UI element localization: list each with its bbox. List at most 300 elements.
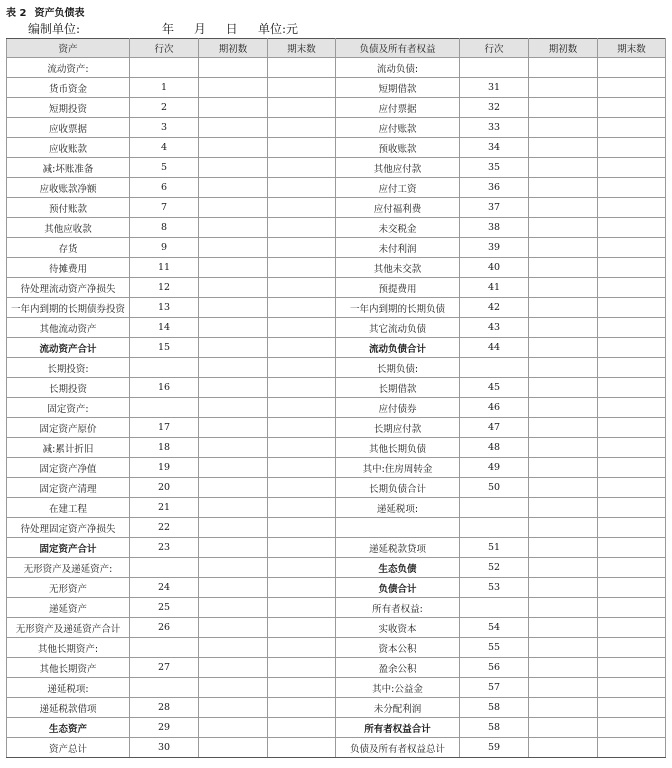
asset-item-label: 减:坏账准备 <box>7 158 130 178</box>
liability-closing-balance-cell <box>598 278 666 298</box>
liability-item-label: 长期应付款 <box>336 418 460 438</box>
header-line-no: 行次 <box>130 39 199 58</box>
asset-closing-balance-cell <box>268 578 336 598</box>
liability-item-label: 未分配利润 <box>336 698 460 718</box>
liability-closing-balance-cell <box>598 198 666 218</box>
liability-line-number: 35 <box>460 158 529 178</box>
table-row <box>7 198 666 218</box>
liability-opening-balance-cell <box>529 318 598 338</box>
table-row <box>7 558 666 578</box>
header-assets: 资产 <box>7 39 130 58</box>
liability-line-number: 58 <box>460 718 529 738</box>
asset-opening-balance-cell <box>199 418 268 438</box>
asset-opening-balance-cell <box>199 638 268 658</box>
liability-item-label: 生态负债 <box>336 558 460 578</box>
liability-item-label: 应付福利费 <box>336 198 460 218</box>
asset-opening-balance-cell <box>199 118 268 138</box>
liability-opening-balance-cell <box>529 258 598 278</box>
table-row <box>7 298 666 318</box>
asset-item-label: 长期投资 <box>7 378 130 398</box>
liability-closing-balance-cell <box>598 678 666 698</box>
table-row <box>7 98 666 118</box>
asset-item-label: 其他流动资产 <box>7 318 130 338</box>
asset-opening-balance-cell <box>199 178 268 198</box>
asset-line-number: 9 <box>130 238 199 258</box>
asset-item-label: 存货 <box>7 238 130 258</box>
asset-opening-balance-cell <box>199 578 268 598</box>
liability-item-label: 未交税金 <box>336 218 460 238</box>
liability-line-number: 39 <box>460 238 529 258</box>
asset-opening-balance-cell <box>199 598 268 618</box>
asset-item-label: 流动资产: <box>7 58 130 78</box>
liability-item-label: 盈余公积 <box>336 658 460 678</box>
liability-closing-balance-cell <box>598 58 666 78</box>
asset-item-label: 货币资金 <box>7 78 130 98</box>
liability-closing-balance-cell <box>598 498 666 518</box>
liability-line-number: 48 <box>460 438 529 458</box>
liability-line-number: 36 <box>460 178 529 198</box>
liability-line-number: 47 <box>460 418 529 438</box>
liability-opening-balance-cell <box>529 658 598 678</box>
asset-opening-balance-cell <box>199 478 268 498</box>
asset-opening-balance-cell <box>199 278 268 298</box>
liability-line-number <box>460 598 529 618</box>
asset-closing-balance-cell <box>268 558 336 578</box>
liability-item-label: 流动负债合计 <box>336 338 460 358</box>
asset-closing-balance-cell <box>268 98 336 118</box>
asset-item-label: 生态资产 <box>7 718 130 738</box>
table-row <box>7 658 666 678</box>
liability-opening-balance-cell <box>529 338 598 358</box>
asset-closing-balance-cell <box>268 738 336 758</box>
liability-opening-balance-cell <box>529 358 598 378</box>
asset-closing-balance-cell <box>268 158 336 178</box>
asset-opening-balance-cell <box>199 458 268 478</box>
liability-opening-balance-cell <box>529 698 598 718</box>
table-row <box>7 518 666 538</box>
header-opening-balance: 期初数 <box>199 39 268 58</box>
liability-item-label <box>336 518 460 538</box>
table-row <box>7 638 666 658</box>
liability-item-label: 递延税项: <box>336 498 460 518</box>
asset-line-number <box>130 558 199 578</box>
liability-line-number: 42 <box>460 298 529 318</box>
asset-opening-balance-cell <box>199 438 268 458</box>
liability-item-label: 所有者权益: <box>336 598 460 618</box>
liability-opening-balance-cell <box>529 278 598 298</box>
liability-closing-balance-cell <box>598 98 666 118</box>
liability-closing-balance-cell <box>598 618 666 638</box>
asset-opening-balance-cell <box>199 558 268 578</box>
asset-line-number: 8 <box>130 218 199 238</box>
table-row <box>7 458 666 478</box>
liability-opening-balance-cell <box>529 158 598 178</box>
asset-opening-balance-cell <box>199 518 268 538</box>
table-header-row <box>7 39 666 58</box>
asset-item-label: 其他应收款 <box>7 218 130 238</box>
table-row <box>7 538 666 558</box>
table-row <box>7 718 666 738</box>
liability-item-label: 其中:公益金 <box>336 678 460 698</box>
liability-closing-balance-cell <box>598 178 666 198</box>
asset-closing-balance-cell <box>268 518 336 538</box>
liability-line-number: 31 <box>460 78 529 98</box>
liability-closing-balance-cell <box>598 358 666 378</box>
liability-item-label: 短期借款 <box>336 78 460 98</box>
liability-opening-balance-cell <box>529 118 598 138</box>
header-line-no: 行次 <box>460 39 529 58</box>
asset-item-label: 固定资产: <box>7 398 130 418</box>
asset-opening-balance-cell <box>199 78 268 98</box>
asset-line-number: 17 <box>130 418 199 438</box>
header-opening-balance: 期初数 <box>529 39 598 58</box>
liability-item-label: 其他长期负债 <box>336 438 460 458</box>
table-caption <box>6 4 92 19</box>
asset-item-label: 递延税款借项 <box>7 698 130 718</box>
table-row <box>7 158 666 178</box>
asset-item-label: 应收账款净额 <box>7 178 130 198</box>
liability-closing-balance-cell <box>598 418 666 438</box>
liability-item-label: 应付账款 <box>336 118 460 138</box>
liability-line-number: 37 <box>460 198 529 218</box>
asset-item-label: 在建工程 <box>7 498 130 518</box>
asset-line-number: 11 <box>130 258 199 278</box>
liability-closing-balance-cell <box>598 398 666 418</box>
liability-item-label: 未付利润 <box>336 238 460 258</box>
liability-line-number: 34 <box>460 138 529 158</box>
liability-item-label: 流动负债: <box>336 58 460 78</box>
asset-line-number: 16 <box>130 378 199 398</box>
asset-line-number <box>130 358 199 378</box>
asset-opening-balance-cell <box>199 398 268 418</box>
liability-closing-balance-cell <box>598 258 666 278</box>
asset-opening-balance-cell <box>199 538 268 558</box>
asset-item-label: 待处理流动资产净损失 <box>7 278 130 298</box>
liability-closing-balance-cell <box>598 518 666 538</box>
liability-closing-balance-cell <box>598 738 666 758</box>
liability-line-number: 38 <box>460 218 529 238</box>
asset-opening-balance-cell <box>199 498 268 518</box>
table-row <box>7 618 666 638</box>
currency-unit-label: 单位:元 <box>258 22 299 36</box>
asset-closing-balance-cell <box>268 438 336 458</box>
asset-item-label: 无形资产及递延资产: <box>7 558 130 578</box>
asset-closing-balance-cell <box>268 318 336 338</box>
liability-closing-balance-cell <box>598 378 666 398</box>
table-row <box>7 498 666 518</box>
liability-closing-balance-cell <box>598 78 666 98</box>
asset-line-number: 29 <box>130 718 199 738</box>
asset-closing-balance-cell <box>268 58 336 78</box>
liability-item-label: 长期负债: <box>336 358 460 378</box>
asset-closing-balance-cell <box>268 598 336 618</box>
liability-opening-balance-cell <box>529 518 598 538</box>
liability-line-number: 55 <box>460 638 529 658</box>
table-row <box>7 418 666 438</box>
asset-item-label: 递延资产 <box>7 598 130 618</box>
asset-opening-balance-cell <box>199 718 268 738</box>
asset-opening-balance-cell <box>199 338 268 358</box>
liability-opening-balance-cell <box>529 598 598 618</box>
asset-closing-balance-cell <box>268 678 336 698</box>
liability-line-number: 52 <box>460 558 529 578</box>
liability-closing-balance-cell <box>598 138 666 158</box>
asset-item-label: 固定资产净值 <box>7 458 130 478</box>
liability-line-number: 41 <box>460 278 529 298</box>
header-liabilities-equity: 负债及所有者权益 <box>336 39 460 58</box>
table-row <box>7 438 666 458</box>
asset-closing-balance-cell <box>268 278 336 298</box>
table-row <box>7 738 666 758</box>
liability-line-number: 58 <box>460 698 529 718</box>
table-row <box>7 598 666 618</box>
asset-line-number: 23 <box>130 538 199 558</box>
liability-line-number: 57 <box>460 678 529 698</box>
asset-opening-balance-cell <box>199 378 268 398</box>
liability-line-number: 43 <box>460 318 529 338</box>
report-date-label: 年 月 日 <box>162 22 239 36</box>
asset-closing-balance-cell <box>268 658 336 678</box>
liability-line-number: 46 <box>460 398 529 418</box>
asset-line-number: 27 <box>130 658 199 678</box>
table-row <box>7 398 666 418</box>
asset-line-number <box>130 58 199 78</box>
liability-line-number: 50 <box>460 478 529 498</box>
liability-opening-balance-cell <box>529 458 598 478</box>
table-row <box>7 58 666 78</box>
asset-closing-balance-cell <box>268 698 336 718</box>
asset-closing-balance-cell <box>268 138 336 158</box>
liability-opening-balance-cell <box>529 498 598 518</box>
asset-closing-balance-cell <box>268 298 336 318</box>
asset-closing-balance-cell <box>268 178 336 198</box>
asset-line-number: 3 <box>130 118 199 138</box>
liability-closing-balance-cell <box>598 698 666 718</box>
liability-opening-balance-cell <box>529 138 598 158</box>
asset-closing-balance-cell <box>268 78 336 98</box>
asset-line-number: 30 <box>130 738 199 758</box>
liability-item-label: 预收账款 <box>336 138 460 158</box>
liability-opening-balance-cell <box>529 298 598 318</box>
liability-item-label: 其他未交款 <box>336 258 460 278</box>
asset-opening-balance-cell <box>199 658 268 678</box>
table-body <box>7 58 666 758</box>
header-closing-balance: 期末数 <box>268 39 336 58</box>
asset-opening-balance-cell <box>199 198 268 218</box>
liability-opening-balance-cell <box>529 738 598 758</box>
asset-line-number: 22 <box>130 518 199 538</box>
liability-opening-balance-cell <box>529 578 598 598</box>
liability-line-number: 45 <box>460 378 529 398</box>
asset-line-number: 1 <box>130 78 199 98</box>
liability-closing-balance-cell <box>598 118 666 138</box>
asset-closing-balance-cell <box>268 718 336 738</box>
asset-line-number <box>130 398 199 418</box>
liability-line-number <box>460 358 529 378</box>
liability-opening-balance-cell <box>529 238 598 258</box>
asset-closing-balance-cell <box>268 118 336 138</box>
liability-item-label: 应付工资 <box>336 178 460 198</box>
asset-closing-balance-cell <box>268 378 336 398</box>
liability-closing-balance-cell <box>598 158 666 178</box>
asset-closing-balance-cell <box>268 418 336 438</box>
liability-opening-balance-cell <box>529 618 598 638</box>
liability-opening-balance-cell <box>529 78 598 98</box>
asset-item-label: 减:累计折旧 <box>7 438 130 458</box>
asset-line-number <box>130 678 199 698</box>
table-row <box>7 578 666 598</box>
asset-opening-balance-cell <box>199 318 268 338</box>
asset-opening-balance-cell <box>199 58 268 78</box>
table-row <box>7 678 666 698</box>
table-row <box>7 118 666 138</box>
liability-opening-balance-cell <box>529 218 598 238</box>
liability-item-label: 其中:住房周转金 <box>336 458 460 478</box>
liability-closing-balance-cell <box>598 478 666 498</box>
liability-opening-balance-cell <box>529 178 598 198</box>
liability-opening-balance-cell <box>529 678 598 698</box>
asset-item-label: 无形资产及递延资产合计 <box>7 618 130 638</box>
liability-item-label: 一年内到期的长期负债 <box>336 298 460 318</box>
asset-item-label: 其他长期资产 <box>7 658 130 678</box>
liability-closing-balance-cell <box>598 558 666 578</box>
liability-line-number <box>460 498 529 518</box>
asset-opening-balance-cell <box>199 698 268 718</box>
asset-line-number: 7 <box>130 198 199 218</box>
asset-line-number: 15 <box>130 338 199 358</box>
liability-closing-balance-cell <box>598 598 666 618</box>
table-row <box>7 358 666 378</box>
asset-opening-balance-cell <box>199 618 268 638</box>
table-row <box>7 278 666 298</box>
liability-item-label: 实收资本 <box>336 618 460 638</box>
asset-line-number: 18 <box>130 438 199 458</box>
asset-line-number: 13 <box>130 298 199 318</box>
table-row <box>7 338 666 358</box>
asset-opening-balance-cell <box>199 138 268 158</box>
table-row <box>7 178 666 198</box>
asset-item-label: 固定资产清理 <box>7 478 130 498</box>
asset-opening-balance-cell <box>199 298 268 318</box>
asset-line-number: 20 <box>130 478 199 498</box>
asset-line-number: 19 <box>130 458 199 478</box>
asset-line-number: 6 <box>130 178 199 198</box>
asset-opening-balance-cell <box>199 238 268 258</box>
liability-line-number: 59 <box>460 738 529 758</box>
liability-line-number <box>460 58 529 78</box>
liability-line-number <box>460 518 529 538</box>
liability-line-number: 54 <box>460 618 529 638</box>
table-title: 资产负债表 <box>34 8 85 19</box>
liability-item-label: 其它流动负债 <box>336 318 460 338</box>
liability-closing-balance-cell <box>598 218 666 238</box>
report-meta <box>28 20 648 36</box>
liability-closing-balance-cell <box>598 658 666 678</box>
asset-item-label: 固定资产原价 <box>7 418 130 438</box>
asset-line-number: 12 <box>130 278 199 298</box>
liability-item-label: 资本公积 <box>336 638 460 658</box>
asset-item-label: 待摊费用 <box>7 258 130 278</box>
asset-line-number: 5 <box>130 158 199 178</box>
table-row <box>7 478 666 498</box>
asset-opening-balance-cell <box>199 358 268 378</box>
header-closing-balance: 期末数 <box>598 39 666 58</box>
liability-opening-balance-cell <box>529 538 598 558</box>
liability-item-label: 应付票据 <box>336 98 460 118</box>
liability-item-label: 长期负债合计 <box>336 478 460 498</box>
asset-closing-balance-cell <box>268 338 336 358</box>
asset-opening-balance-cell <box>199 98 268 118</box>
liability-opening-balance-cell <box>529 198 598 218</box>
table-row <box>7 78 666 98</box>
asset-closing-balance-cell <box>268 218 336 238</box>
liability-item-label: 应付债券 <box>336 398 460 418</box>
asset-closing-balance-cell <box>268 638 336 658</box>
liability-opening-balance-cell <box>529 58 598 78</box>
asset-item-label: 递延税项: <box>7 678 130 698</box>
asset-item-label: 应收账款 <box>7 138 130 158</box>
liability-line-number: 44 <box>460 338 529 358</box>
liability-opening-balance-cell <box>529 98 598 118</box>
liability-line-number: 49 <box>460 458 529 478</box>
liability-closing-balance-cell <box>598 538 666 558</box>
liability-line-number: 40 <box>460 258 529 278</box>
table-row <box>7 218 666 238</box>
asset-closing-balance-cell <box>268 198 336 218</box>
liability-opening-balance-cell <box>529 558 598 578</box>
table-row <box>7 238 666 258</box>
liability-item-label: 其他应付款 <box>336 158 460 178</box>
asset-line-number: 26 <box>130 618 199 638</box>
asset-opening-balance-cell <box>199 158 268 178</box>
asset-item-label: 预付账款 <box>7 198 130 218</box>
liability-opening-balance-cell <box>529 718 598 738</box>
balance-sheet-table <box>6 38 666 758</box>
liability-item-label: 预提费用 <box>336 278 460 298</box>
liability-item-label: 负债及所有者权益总计 <box>336 738 460 758</box>
asset-closing-balance-cell <box>268 398 336 418</box>
liability-opening-balance-cell <box>529 378 598 398</box>
asset-item-label: 长期投资: <box>7 358 130 378</box>
asset-line-number: 21 <box>130 498 199 518</box>
liability-closing-balance-cell <box>598 458 666 478</box>
liability-opening-balance-cell <box>529 438 598 458</box>
asset-item-label: 短期投资 <box>7 98 130 118</box>
liability-item-label: 负债合计 <box>336 578 460 598</box>
liability-line-number: 53 <box>460 578 529 598</box>
liability-closing-balance-cell <box>598 298 666 318</box>
asset-closing-balance-cell <box>268 358 336 378</box>
asset-line-number: 28 <box>130 698 199 718</box>
asset-item-label: 资产总计 <box>7 738 130 758</box>
liability-opening-balance-cell <box>529 398 598 418</box>
asset-opening-balance-cell <box>199 738 268 758</box>
asset-closing-balance-cell <box>268 538 336 558</box>
asset-opening-balance-cell <box>199 678 268 698</box>
liability-closing-balance-cell <box>598 578 666 598</box>
asset-closing-balance-cell <box>268 478 336 498</box>
asset-item-label: 固定资产合计 <box>7 538 130 558</box>
asset-item-label: 应收票据 <box>7 118 130 138</box>
liability-item-label: 长期借款 <box>336 378 460 398</box>
asset-closing-balance-cell <box>268 238 336 258</box>
asset-line-number <box>130 638 199 658</box>
liability-line-number: 33 <box>460 118 529 138</box>
asset-opening-balance-cell <box>199 218 268 238</box>
asset-closing-balance-cell <box>268 498 336 518</box>
liability-opening-balance-cell <box>529 638 598 658</box>
asset-line-number: 14 <box>130 318 199 338</box>
